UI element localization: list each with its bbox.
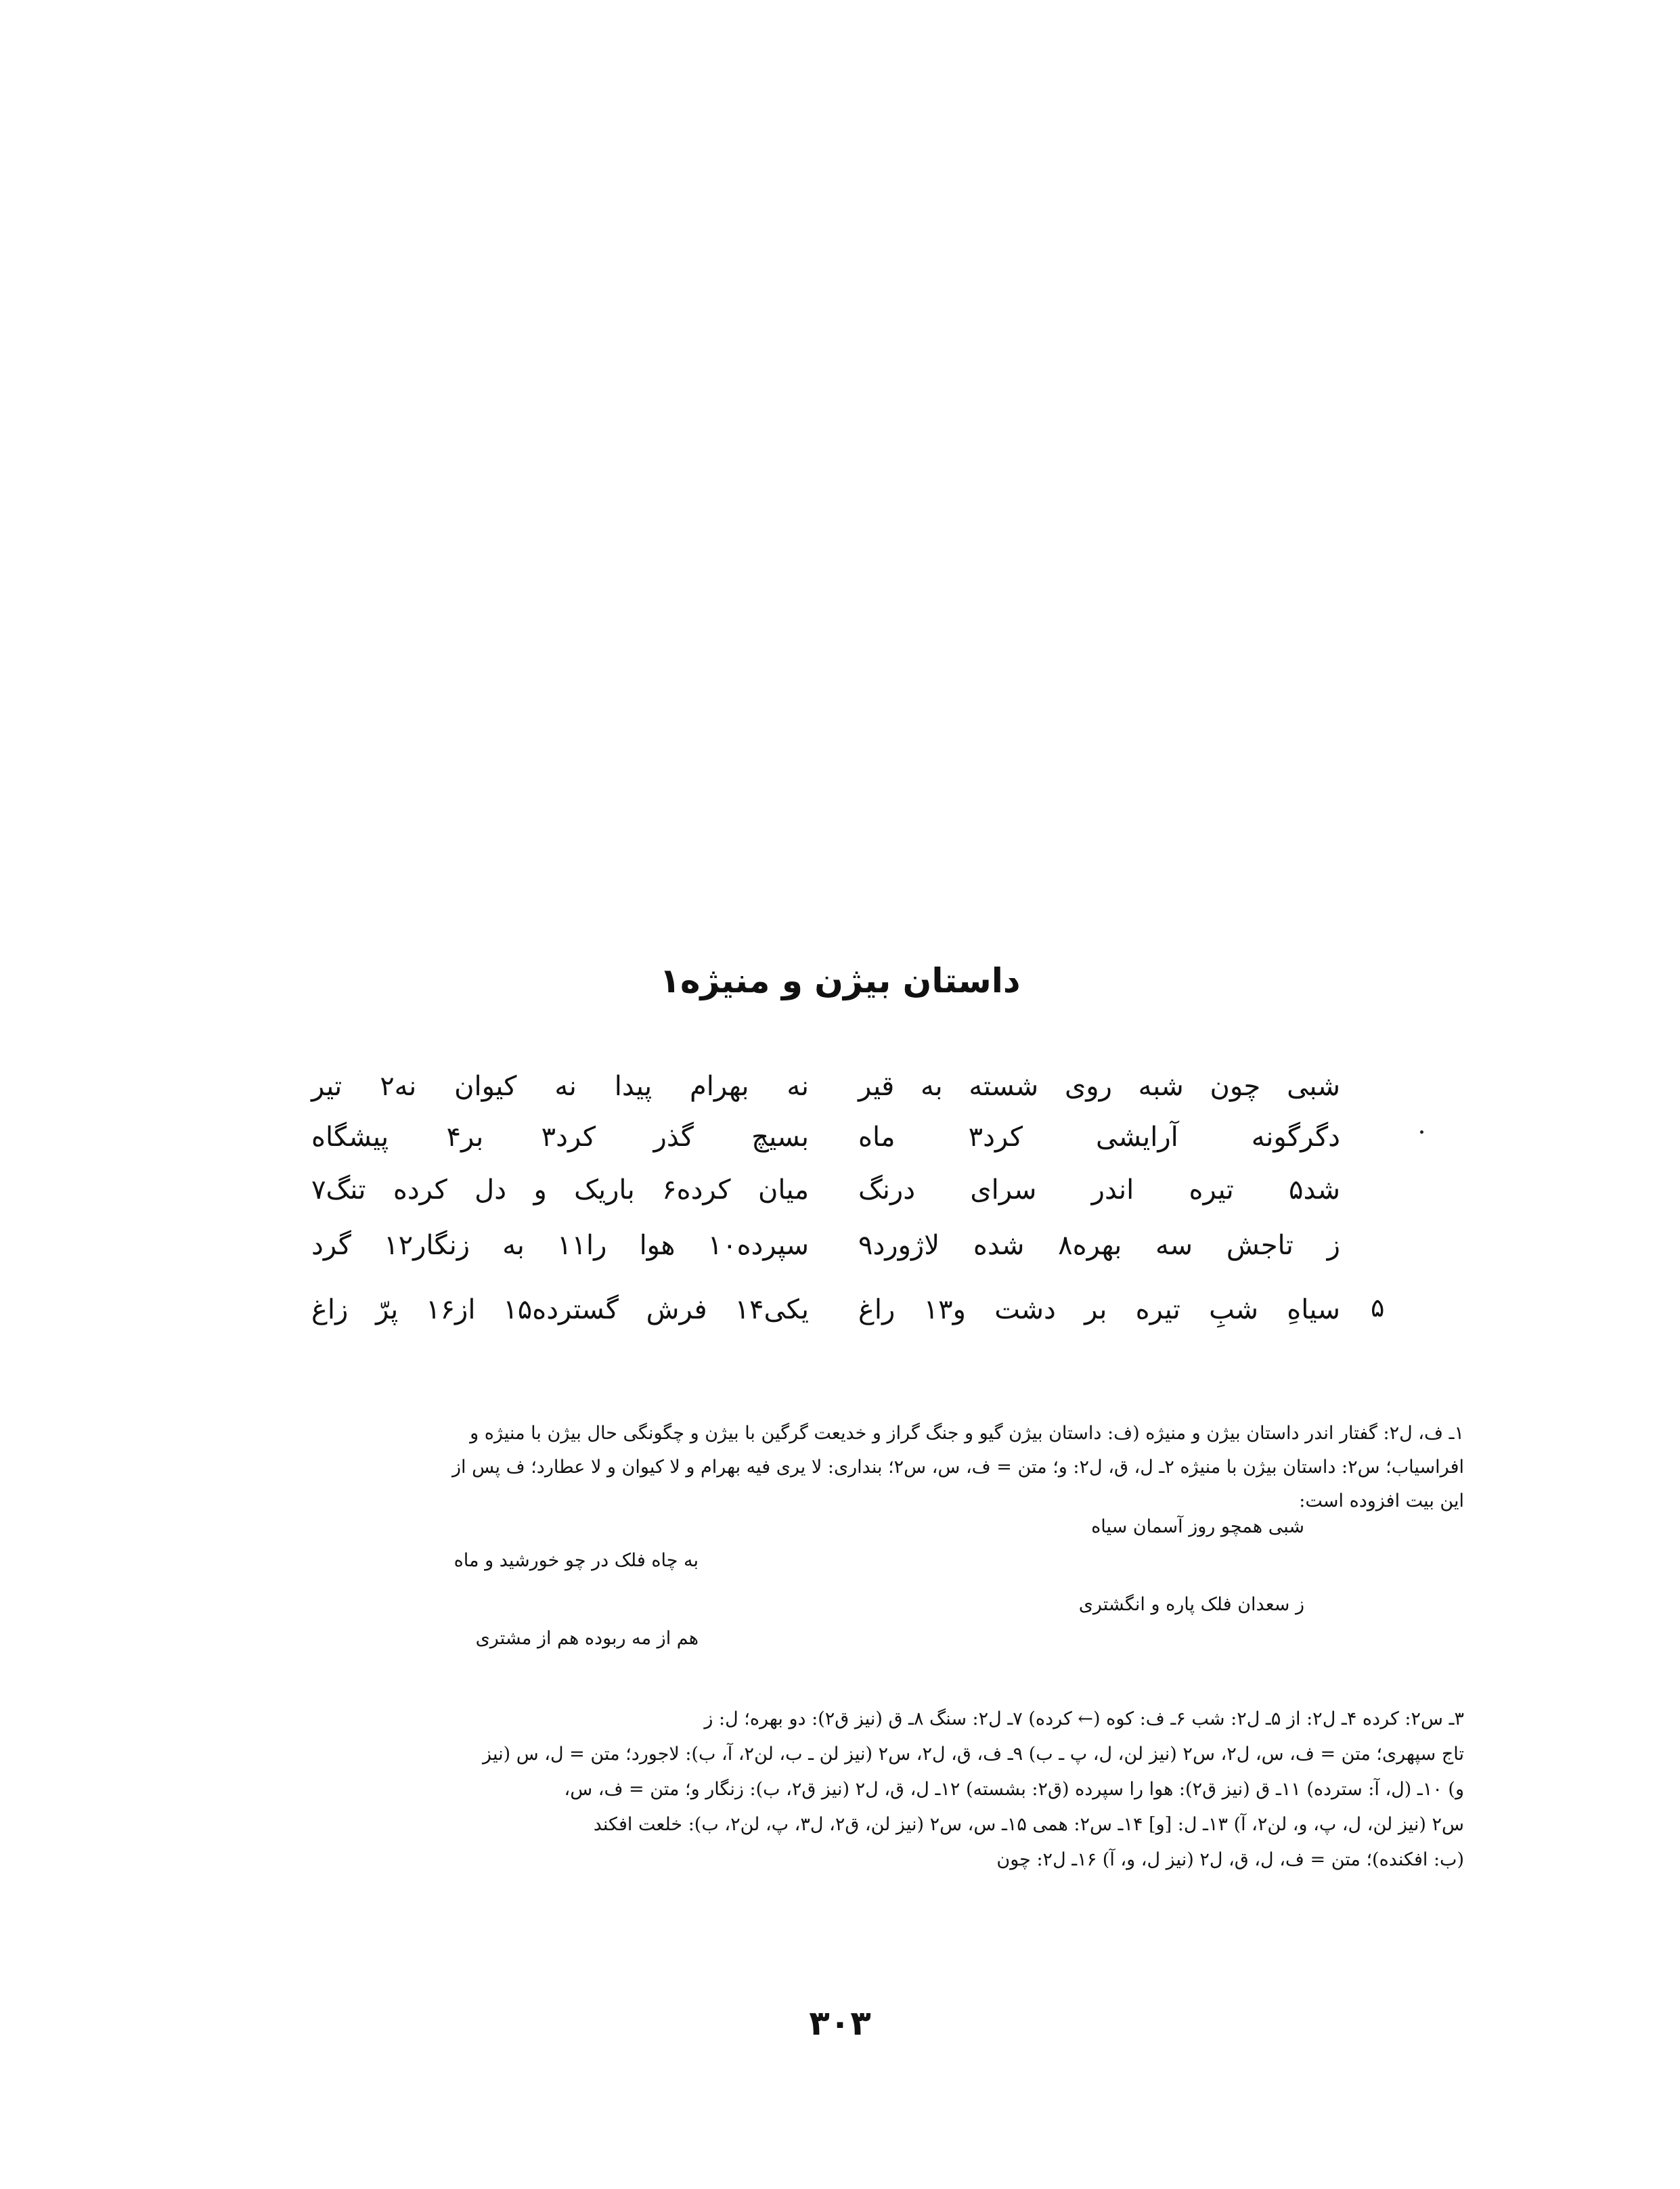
added-verse-hemistich: شبی همچو روز آسمان سیاه <box>1091 1516 1304 1537</box>
footnote-line: این بیت افزوده است: <box>1299 1490 1464 1511</box>
verse-3-second-hemistich: میان کرده۶ باریک و دل کرده تنگ۷ <box>311 1174 810 1206</box>
verse-2-second-hemistich: بسیچ گذر کرد۳ بر۴ پیشگاه <box>311 1122 809 1153</box>
variant-line: تاج سپهری؛ متن = ف، س، ل۲، س۲ (نیز لن، ل، پ ـ ب) ۹ـ ف، ق، ل۲، س۲ (نیز لن ـ ب، لن۲، آ، ب): لاجورد؛ متن = ل، س (نیز <box>483 1744 1464 1765</box>
verse-5-second-hemistich: یکی۱۴ فرش گسترده۱۵ از۱۶ پرّ زاغ <box>311 1294 809 1325</box>
chapter-title: داستان بیژن و منیژه۱ <box>659 961 1021 1000</box>
variant-line: (ب: افکنده)؛ متن = ف، ل، ق، ل۲ (نیز ل، و، آ) ۱۶ـ ل۲: چون <box>996 1849 1464 1870</box>
verse-2-first-hemistich: دگرگونه آرایشی کرد۳ ماه <box>858 1122 1340 1153</box>
variant-line: س۲ (نیز لن، ل، پ، و، لن۲، آ) ۱۳ـ ل: [و] ۱۴ـ س۲: همی ۱۵ـ س، س۲ (نیز لن، ق۲، ل۳، پ، لن۲، ب): خلعت افکند <box>593 1814 1464 1835</box>
added-verse-hemistich: ز سعدان فلک پاره و انگشتری <box>1078 1594 1304 1615</box>
verse-4-first-hemistich: ز تاجش سه بهره۸ شده لاژورد۹ <box>858 1230 1340 1261</box>
page-number: ۳۰۳ <box>809 2004 871 2043</box>
variant-line: و) ۱۰ـ (ل، آ: سترده) ۱۱ـ ق (نیز ق۲): هوا را سپرده (ق۲: بشسته) ۱۲ـ ل، ق، ل۲ (نیز ق۲، ب): زنگار و؛ متن = ف، س، <box>564 1779 1464 1800</box>
footnote-line: ۱ـ ف، ل۲: گفتار اندر داستان بیژن و منیژه (ف: داستان بیژن گیو و جنگ گراز و خدیعت گرگین با بیژن و چگونگی حال بیژن با منیژه و <box>470 1423 1464 1444</box>
verse-1-second-hemistich: نه بهرام پیدا نه کیوان نه۲ تیر <box>311 1071 810 1102</box>
added-verse-hemistich: هم از مه ربوده هم از مشتری <box>475 1628 699 1649</box>
margin-mark <box>1420 1130 1423 1134</box>
verse-3-first-hemistich: شد۵ تیره اندر سرای درنگ <box>858 1174 1340 1206</box>
variant-line: ۳ـ س۲: کرده ۴ـ ل۲: از ۵ـ ل۲: شب ۶ـ ف: کوه (← کرده) ۷ـ ل۲: سنگ ۸ـ ق (نیز ق۲): دو بهره؛ ل: ز <box>704 1708 1464 1729</box>
added-verse-hemistich: به چاه فلک در چو خورشید و ماه <box>454 1550 699 1571</box>
verse-4-second-hemistich: سپرده۱۰ هوا را۱۱ به زنگار۱۲ گرد <box>311 1230 810 1261</box>
verse-1-first-hemistich: شبی چون شبه روی شسته به قیر <box>858 1071 1340 1102</box>
footnote-line: افراسیاب؛ س۲: داستان بیژن با منیژه ۲ـ ل، ق، ل۲: و؛ متن = ف، س، س۲؛ بنداری: لا یری فیه بهرام و لا کیوان و لا عطارد؛ ف پس از <box>452 1457 1464 1478</box>
verse-number: ۵ <box>1371 1293 1385 1323</box>
verse-5-first-hemistich: سیاهِ شبِ تیره بر دشت و۱۳ راغ <box>858 1294 1340 1325</box>
